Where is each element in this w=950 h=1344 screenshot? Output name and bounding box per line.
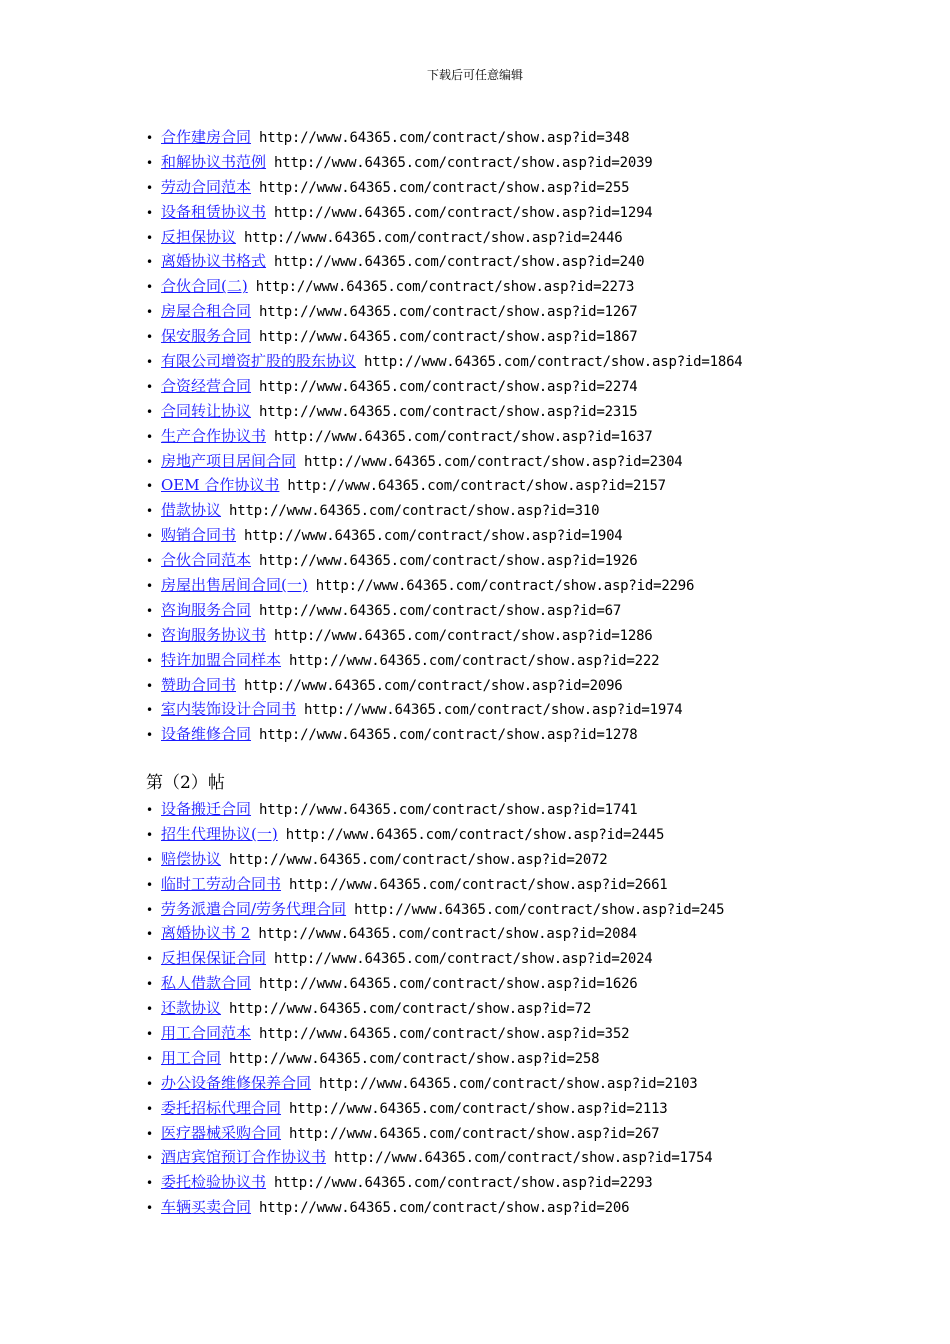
contract-url: http://www.64365.com/contract/show.asp?id=2157 (287, 478, 666, 495)
bullet-icon: • (146, 554, 154, 569)
contract-link[interactable]: 赞助合同书 (161, 675, 237, 694)
contract-link[interactable]: 劳动合同范本 (161, 177, 252, 196)
list-item (146, 175, 743, 200)
contract-link[interactable]: 合伙合同(二) (161, 277, 248, 296)
list-item (146, 1170, 724, 1195)
contract-url: http://www.64365.com/contract/show.asp?id=2446 (244, 229, 623, 246)
contract-url: http://www.64365.com/contract/show.asp?id=352 (259, 1026, 630, 1043)
contract-url: http://www.64365.com/contract/show.asp?id=348 (259, 130, 630, 146)
bullet-icon: • (146, 255, 154, 270)
contract-list-section-2 (146, 797, 724, 1220)
bullet-icon: • (146, 180, 154, 195)
list-item (146, 399, 743, 424)
bullet-icon: • (146, 230, 154, 245)
list-item (146, 374, 743, 399)
list-item (146, 673, 743, 698)
list-item (146, 473, 743, 498)
contract-link[interactable]: 离婚协议书 2 (161, 924, 251, 943)
contract-link[interactable]: 房屋合租合同 (161, 302, 252, 321)
bullet-icon: • (146, 1101, 154, 1116)
list-item (146, 449, 743, 474)
list-item (146, 249, 743, 274)
bullet-icon: • (146, 1201, 154, 1216)
contract-link[interactable]: 合同转让协议 (161, 401, 252, 420)
contract-url: http://www.64365.com/contract/show.asp?id=2304 (304, 453, 683, 470)
contract-link[interactable]: 临时工劳动合同书 (161, 874, 282, 893)
bullet-icon: • (146, 902, 154, 917)
bullet-icon: • (146, 603, 154, 618)
contract-url: http://www.64365.com/contract/show.asp?id=2274 (259, 378, 638, 395)
contract-link[interactable]: 委托检验协议书 (161, 1173, 267, 1192)
contract-url: http://www.64365.com/contract/show.asp?id=2315 (259, 403, 638, 420)
contract-link[interactable]: 合伙合同范本 (161, 551, 252, 570)
list-item (146, 921, 724, 946)
list-item (146, 946, 724, 971)
contract-link[interactable]: 合作建房合同 (161, 128, 252, 146)
contract-url: http://www.64365.com/contract/show.asp?id=2084 (258, 926, 637, 943)
contract-link[interactable]: 酒店宾馆预订合作协议书 (161, 1148, 327, 1167)
contract-url: http://www.64365.com/contract/show.asp?id=1754 (334, 1150, 713, 1167)
contract-link[interactable]: 咨询服务合同 (161, 600, 252, 619)
bullet-icon: • (146, 379, 154, 394)
bullet-icon: • (146, 355, 154, 370)
contract-link[interactable]: 设备维修合同 (161, 725, 252, 744)
contract-link[interactable]: 保安服务合同 (161, 327, 252, 346)
list-item (146, 822, 724, 847)
contract-link[interactable]: 离婚协议书格式 (161, 252, 267, 271)
bullet-icon: • (146, 678, 154, 693)
list-item (146, 797, 724, 822)
bullet-icon: • (146, 1176, 154, 1191)
list-item (146, 349, 743, 374)
contract-url: http://www.64365.com/contract/show.asp?id=1278 (259, 727, 638, 744)
contract-link[interactable]: 合资经营合同 (161, 376, 252, 395)
list-item (146, 424, 743, 449)
contract-link[interactable]: 购销合同书 (161, 526, 237, 545)
contract-link[interactable]: 还款协议 (161, 999, 222, 1018)
contract-url: http://www.64365.com/contract/show.asp?id=1867 (259, 329, 638, 346)
list-item (146, 1046, 724, 1071)
bullet-icon: • (146, 977, 154, 992)
contract-url: http://www.64365.com/contract/show.asp?id=1974 (304, 702, 683, 719)
list-item (146, 498, 743, 523)
contract-link[interactable]: 用工合同范本 (161, 1024, 252, 1043)
list-item (146, 1096, 724, 1121)
bullet-icon: • (146, 330, 154, 345)
contract-link[interactable]: 和解协议书范例 (161, 152, 267, 171)
contract-url: http://www.64365.com/contract/show.asp?id=2293 (274, 1175, 653, 1192)
contract-url: http://www.64365.com/contract/show.asp?id=1637 (274, 428, 653, 445)
bullet-icon: • (146, 1027, 154, 1042)
list-item (146, 697, 743, 722)
list-item (146, 971, 724, 996)
page-header: 下载后可任意编辑 (426, 68, 523, 82)
list-item (146, 200, 743, 225)
bullet-icon: • (146, 1076, 154, 1091)
contract-link[interactable]: 特许加盟合同样本 (161, 650, 282, 669)
bullet-icon: • (146, 579, 154, 594)
bullet-icon: • (146, 305, 154, 320)
contract-list-section-1 (146, 125, 743, 747)
contract-link[interactable]: 有限公司增资扩股的股东协议 (161, 352, 357, 371)
bullet-icon: • (146, 454, 154, 469)
bullet-icon: • (146, 927, 154, 942)
contract-link[interactable]: 房屋出售居间合同(一) (161, 576, 308, 595)
contract-link[interactable]: 医疗器械采购合同 (161, 1123, 282, 1142)
section-title: 第（2）帖 (146, 773, 225, 793)
list-item (146, 573, 743, 598)
contract-url: http://www.64365.com/contract/show.asp?id=2113 (289, 1100, 668, 1117)
contract-url: http://www.64365.com/contract/show.asp?id=2103 (319, 1075, 698, 1092)
bullet-icon: • (146, 952, 154, 967)
list-item (146, 299, 743, 324)
bullet-icon: • (146, 1126, 154, 1141)
list-item (146, 872, 724, 897)
bullet-icon: • (146, 803, 154, 817)
contract-url: http://www.64365.com/contract/show.asp?id=2296 (315, 578, 695, 595)
contract-link[interactable]: 房地产项目居间合同 (161, 451, 297, 470)
contract-url: http://www.64365.com/contract/show.asp?id=1286 (274, 627, 653, 644)
contract-link[interactable]: 咨询服务协议书 (161, 625, 267, 644)
bullet-icon: • (146, 653, 154, 668)
contract-url: http://www.64365.com/contract/show.asp?id=1926 (259, 553, 638, 570)
contract-link[interactable]: 借款协议 (161, 501, 222, 520)
contract-link[interactable]: 赔偿协议 (161, 849, 222, 868)
list-item (146, 847, 724, 872)
list-item (146, 648, 743, 673)
bullet-icon: • (146, 205, 154, 220)
contract-url: http://www.64365.com/contract/show.asp?id=2039 (274, 154, 653, 171)
bullet-icon: • (146, 628, 154, 643)
bullet-icon: • (146, 479, 154, 494)
list-item (146, 1121, 724, 1146)
contract-link[interactable]: 生产合作协议书 (161, 426, 267, 445)
contract-url: http://www.64365.com/contract/show.asp?id=206 (259, 1200, 630, 1217)
contract-link[interactable]: 设备搬迁合同 (161, 800, 252, 818)
contract-url: http://www.64365.com/contract/show.asp?id=255 (259, 179, 630, 196)
bullet-icon: • (146, 280, 154, 295)
contract-url: http://www.64365.com/contract/show.asp?id=1904 (244, 528, 623, 545)
bullet-icon: • (146, 504, 154, 519)
contract-url: http://www.64365.com/contract/show.asp?id=2273 (255, 279, 635, 296)
list-item (146, 1145, 724, 1170)
contract-url: http://www.64365.com/contract/show.asp?id=2072 (229, 851, 608, 868)
contract-url: http://www.64365.com/contract/show.asp?id=1626 (259, 976, 638, 993)
list-item (146, 225, 743, 250)
bullet-icon: • (146, 155, 154, 170)
list-item (146, 523, 743, 548)
list-item (146, 1021, 724, 1046)
contract-url: http://www.64365.com/contract/show.asp?id=2024 (274, 951, 653, 968)
contract-link[interactable]: 用工合同 (161, 1048, 222, 1067)
contract-url: http://www.64365.com/contract/show.asp?id=72 (229, 1001, 592, 1018)
contract-url: http://www.64365.com/contract/show.asp?id=2445 (285, 826, 665, 843)
contract-link[interactable]: 设备租赁协议书 (161, 202, 267, 221)
contract-url: http://www.64365.com/contract/show.asp?id=222 (289, 652, 660, 669)
bullet-icon: • (146, 529, 154, 544)
contract-url: http://www.64365.com/contract/show.asp?id=67 (259, 602, 622, 619)
bullet-icon: • (146, 404, 154, 419)
bullet-icon: • (146, 827, 154, 842)
bullet-icon: • (146, 703, 154, 718)
contract-url: http://www.64365.com/contract/show.asp?id=1864 (364, 354, 743, 371)
contract-link[interactable]: 办公设备维修保养合同 (161, 1073, 312, 1092)
bullet-icon: • (146, 1151, 154, 1166)
list-item (146, 598, 743, 623)
bullet-icon: • (146, 1002, 154, 1017)
contract-link[interactable]: 室内装饰设计合同书 (161, 700, 297, 719)
bullet-icon: • (146, 852, 154, 867)
contract-url: http://www.64365.com/contract/show.asp?id=267 (289, 1125, 660, 1142)
list-item (146, 623, 743, 648)
contract-link[interactable]: OEM 合作协议书 (161, 476, 280, 495)
list-item (146, 1195, 724, 1220)
list-item (146, 150, 743, 175)
contract-url: http://www.64365.com/contract/show.asp?id=258 (229, 1050, 600, 1067)
list-item (146, 996, 724, 1021)
list-item (146, 324, 743, 349)
contract-url: http://www.64365.com/contract/show.asp?id=245 (354, 901, 725, 918)
list-item (146, 548, 743, 573)
bullet-icon: • (146, 1051, 154, 1066)
list-item (146, 1071, 724, 1096)
contract-link[interactable]: 私人借款合同 (161, 974, 252, 993)
contract-link[interactable]: 劳务派遣合同/劳务代理合同 (161, 899, 347, 918)
contract-url: http://www.64365.com/contract/show.asp?id=1741 (259, 802, 638, 818)
contract-link[interactable]: 反担保保证合同 (161, 949, 267, 968)
contract-url: http://www.64365.com/contract/show.asp?id=2661 (289, 876, 668, 893)
contract-link[interactable]: 车辆买卖合同 (161, 1198, 252, 1217)
contract-url: http://www.64365.com/contract/show.asp?id=310 (229, 503, 600, 520)
list-item (146, 274, 743, 299)
contract-url: http://www.64365.com/contract/show.asp?id=240 (274, 254, 645, 271)
list-item (146, 125, 743, 150)
contract-url: http://www.64365.com/contract/show.asp?id=2096 (244, 677, 623, 694)
contract-link[interactable]: 反担保协议 (161, 227, 237, 246)
contract-url: http://www.64365.com/contract/show.asp?id=1267 (259, 304, 638, 321)
contract-link[interactable]: 委托招标代理合同 (161, 1098, 282, 1117)
contract-link[interactable]: 招生代理协议(一) (161, 824, 278, 843)
list-item (146, 722, 743, 747)
bullet-icon: • (146, 429, 154, 444)
bullet-icon: • (146, 131, 154, 145)
bullet-icon: • (146, 877, 154, 892)
bullet-icon: • (146, 728, 154, 743)
list-item (146, 897, 724, 922)
contract-url: http://www.64365.com/contract/show.asp?id=1294 (274, 204, 653, 221)
